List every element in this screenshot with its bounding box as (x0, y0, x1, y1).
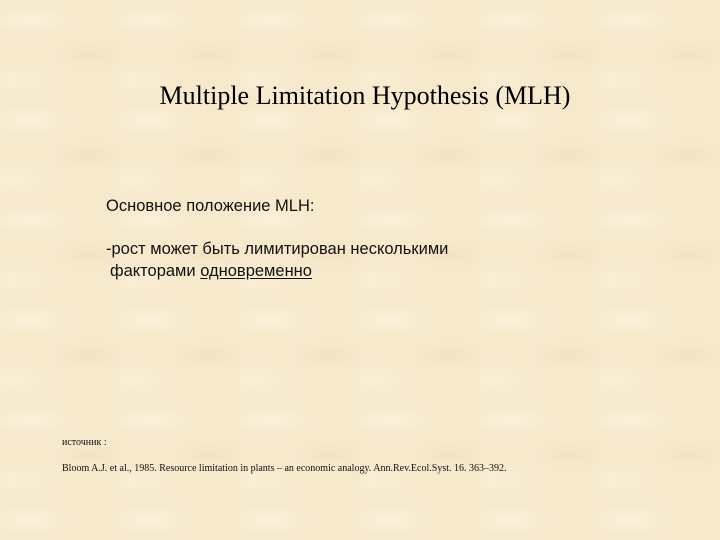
slide-title: Multiple Limitation Hypothesis (MLH) (159, 81, 571, 110)
main-statement (106, 238, 626, 282)
statement-line-2 (106, 260, 626, 282)
main-heading: Основное положение MLH: (106, 197, 315, 215)
citation: Bloom A.J. et al., 1985. Resource limitation in plants – an economic analogy. Ann.Rev.Ecol.Syst. 16. 363–392. (62, 463, 507, 474)
statement-emphasis: одновременно (200, 262, 312, 280)
source-label: источник : (62, 437, 107, 448)
statement-line-1: -рост может быть лимитирован несколькими (106, 240, 449, 258)
statement-line-2-prefix: факторами (110, 262, 201, 280)
main-content (106, 195, 626, 282)
